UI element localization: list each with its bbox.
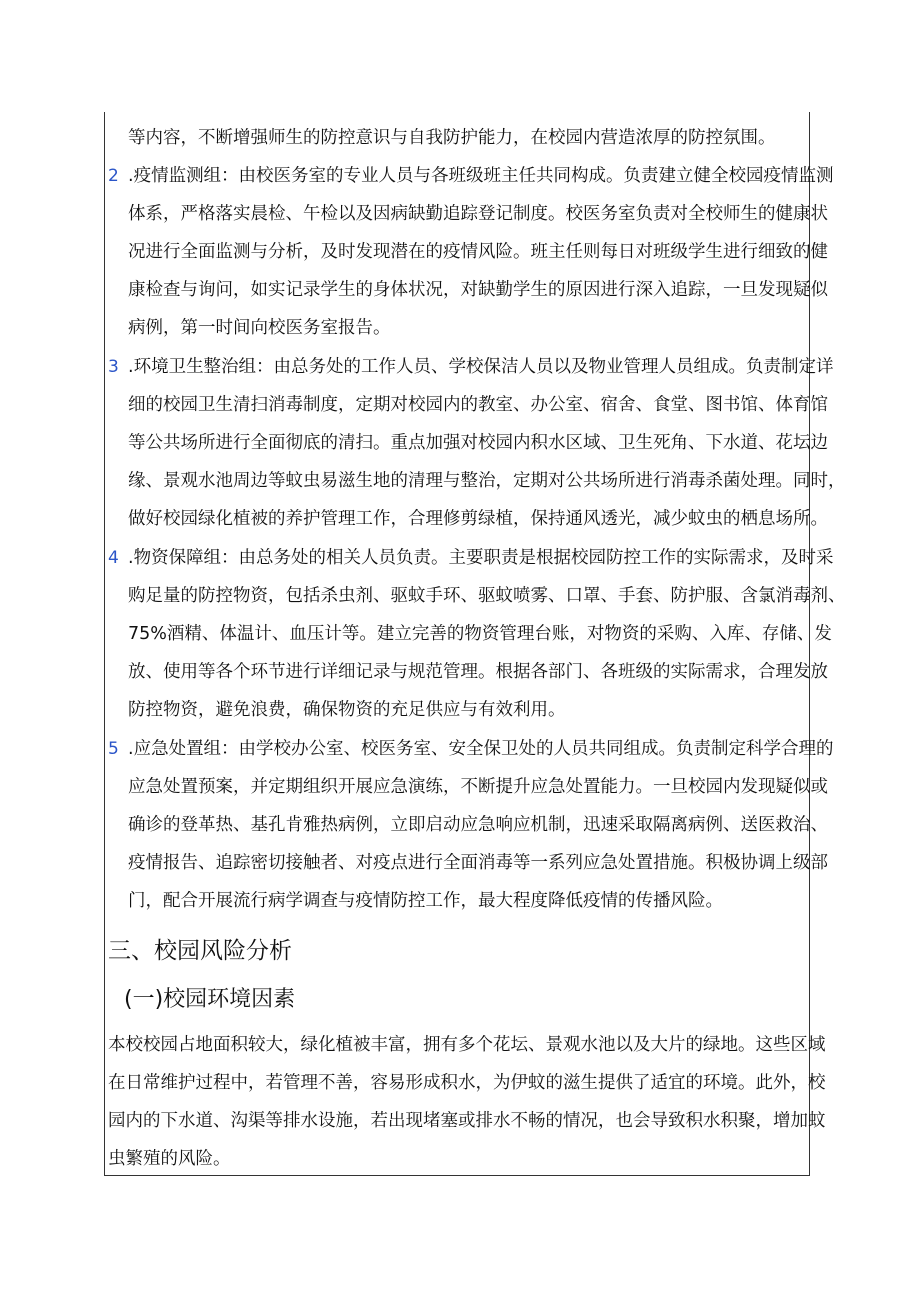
continuation-line: 等内容，不断增强师生的防控意识与自我防护能力，在校园内营造浓厚的防控氛围。 bbox=[128, 128, 776, 148]
section-heading: 三、校园风险分析 bbox=[108, 938, 292, 964]
item-2-line-3: 况进行全面监测与分析，及时发现潜在的疫情风险。班主任则每日对班级学生进行细致的健 bbox=[128, 242, 828, 262]
item-3-line-5: 做好校园绿化植被的养护管理工作，合理修剪绿植，保持通风透光，减少蚊虫的栖息场所。 bbox=[128, 509, 828, 529]
item-5-line-2: 应急处置预案，并定期组织开展应急演练，不断提升应急处置能力。一旦校园内发现疑似或 bbox=[128, 777, 828, 797]
section-subheading: (一)校园环境因素 bbox=[124, 987, 296, 1012]
item-2-line-4: 康检查与询问，如实记录学生的身体状况，对缺勤学生的原因进行深入追踪，一旦发现疑似 bbox=[128, 280, 828, 300]
item-4-line-5: 防控物资，避免浪费，确保物资的充足供应与有效利用。 bbox=[128, 700, 566, 720]
item-2-line-5: 病例，第一时间向校医务室报告。 bbox=[128, 318, 391, 338]
item-5-line-3: 确诊的登革热、基孔肯雅热病例，立即启动应急响应机制，迅速采取隔离病例、送医救治、 bbox=[128, 815, 828, 835]
paragraph-line-2: 在日常维护过程中，若管理不善，容易形成积水，为伊蚊的滋生提供了适宜的环境。此外，校 bbox=[108, 1073, 826, 1093]
item-4-line-4: 放、使用等各个环节进行详细记录与规范管理。根据各部门、各班级的实际需求，合理发放 bbox=[128, 662, 828, 682]
item-3-line-1: .环境卫生整治组：由总务处的工作人员、学校保洁人员以及物业管理人员组成。负责制定详 bbox=[128, 357, 834, 377]
item-number-4: 4 bbox=[108, 548, 119, 568]
item-4-line-1: .物资保障组：由总务处的相关人员负责。主要职责是根据校园防控工作的实际需求，及时采 bbox=[128, 548, 834, 568]
item-3-line-3: 等公共场所进行全面彻底的清扫。重点加强对校园内积水区域、卫生死角、下水道、花坛边 bbox=[128, 433, 828, 453]
item-2-line-2: 体系，严格落实晨检、午检以及因病缺勤追踪登记制度。校医务室负责对全校师生的健康状 bbox=[128, 204, 828, 224]
item-5-line-4: 疫情报告、追踪密切接触者、对疫点进行全面消毒等一系列应急处置措施。积极协调上级部 bbox=[128, 853, 828, 873]
paragraph-line-1: 本校校园占地面积较大，绿化植被丰富，拥有多个花坛、景观水池以及大片的绿地。这些区域 bbox=[108, 1035, 826, 1055]
item-4-line-3: 75%酒精、体温计、血压计等。建立完善的物资管理台账，对物资的采购、入库、存储、发 bbox=[128, 624, 832, 644]
item-2-line-1: .疫情监测组：由校医务室的专业人员与各班级班主任共同构成。负责建立健全校园疫情监测 bbox=[128, 166, 834, 186]
item-3-line-4: 缘、景观水池周边等蚊虫易滋生地的清理与整治，定期对公共场所进行消毒杀菌处理。同时， bbox=[128, 471, 846, 491]
item-5-line-1: .应急处置组：由学校办公室、校医务室、安全保卫处的人员共同组成。负责制定科学合理的 bbox=[128, 739, 834, 759]
item-3-line-2: 细的校园卫生清扫消毒制度，定期对校园内的教室、办公室、宿舍、食堂、图书馆、体育馆 bbox=[128, 395, 828, 415]
item-number-2: 2 bbox=[108, 166, 119, 186]
item-5-line-5: 门，配合开展流行病学调查与疫情防控工作，最大程度降低疫情的传播风险。 bbox=[128, 891, 723, 911]
item-number-3: 3 bbox=[108, 357, 119, 377]
item-number-5: 5 bbox=[108, 739, 119, 759]
paragraph-line-4: 虫繁殖的风险。 bbox=[108, 1149, 231, 1169]
paragraph-line-3: 园内的下水道、沟渠等排水设施，若出现堵塞或排水不畅的情况，也会导致积水积聚，增加蚊 bbox=[108, 1111, 826, 1131]
item-4-line-2: 购足量的防控物资，包括杀虫剂、驱蚊手环、驱蚊喷雾、口罩、手套、防护服、含氯消毒剂、 bbox=[128, 586, 846, 606]
